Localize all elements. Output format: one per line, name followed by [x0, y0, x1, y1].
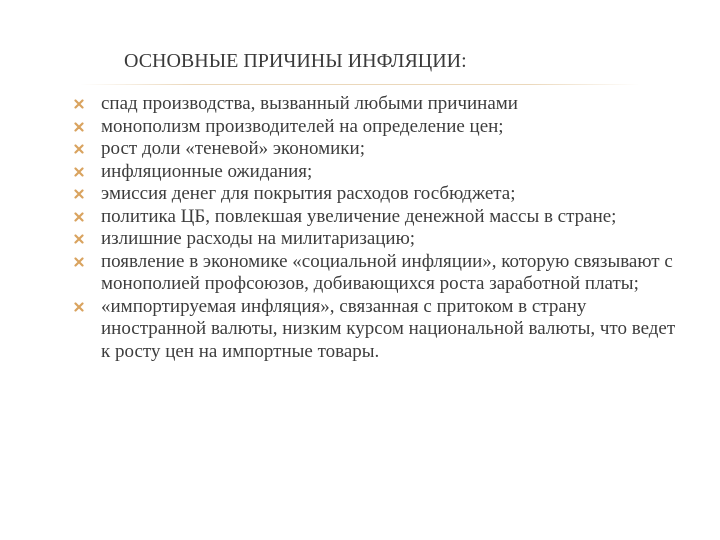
- list-item-text: появление в экономике «социальной инфляции», которую связывают с монополией профсоюзов, добивающихся роста заработной платы;: [101, 250, 673, 294]
- x-mark-icon: [72, 116, 86, 138]
- list-item: [72, 138, 682, 161]
- list-item-text: политика ЦБ, повлекшая увеличение денежной массы в стране;: [101, 205, 617, 227]
- list-item-text: инфляционные ожидания;: [101, 160, 313, 182]
- x-mark-icon: [72, 206, 86, 228]
- title-divider: [80, 84, 640, 85]
- list-item-text: монополизм производителей на определение цен;: [101, 115, 504, 137]
- x-mark-icon: [72, 161, 86, 183]
- list-item: [72, 296, 682, 364]
- x-mark-icon: [72, 93, 86, 115]
- list-item-text: излишние расходы на милитаризацию;: [101, 228, 416, 249]
- slide-title: ОСНОВНЫЕ ПРИЧИНЫ ИНФЛЯЦИИ:: [124, 50, 467, 72]
- list-item: [72, 228, 682, 251]
- x-mark-icon: [72, 183, 86, 205]
- list-item-text: рост доли «теневой» экономики;: [101, 138, 365, 159]
- x-mark-icon: [72, 296, 86, 318]
- list-item: [72, 161, 682, 184]
- list-item-text: спад производства, вызванный любыми причинами: [101, 93, 518, 114]
- list-item-text: «импортируемая инфляция», связанная с притоком в страну иностранной валюты, низким курсом национальной валюты, что ведет к росту цен на импортные товары.: [101, 295, 676, 362]
- list-item-text: эмиссия денег для покрытия расходов госбюджета;: [101, 183, 516, 204]
- list-item: [72, 116, 682, 139]
- causes-list: [72, 93, 682, 363]
- x-mark-icon: [72, 228, 86, 250]
- list-item: [72, 183, 682, 206]
- list-item: [72, 93, 682, 116]
- x-mark-icon: [72, 251, 86, 273]
- x-mark-icon: [72, 138, 86, 160]
- list-item: [72, 206, 682, 229]
- list-item: [72, 251, 682, 296]
